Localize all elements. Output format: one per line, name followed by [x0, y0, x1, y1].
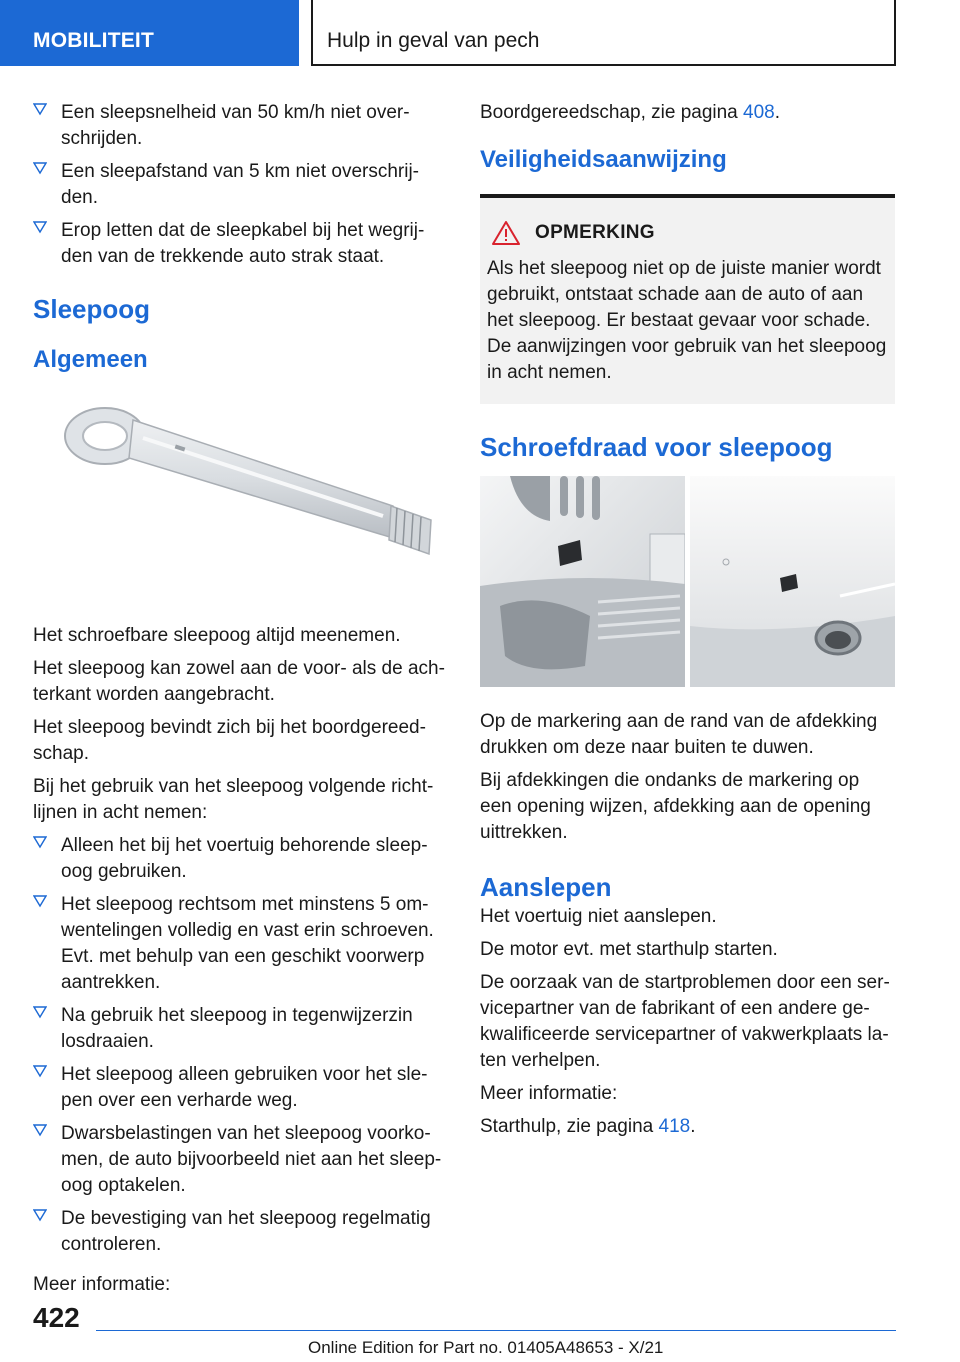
notice-box — [480, 194, 895, 404]
edition-text: Online Edition for Part no. 01405A48653 - X/21 — [308, 1338, 664, 1357]
bullet-arrow-icon — [33, 835, 47, 849]
paragraph: Het schroefbare sleepoog altijd meenemen. — [33, 625, 401, 646]
page-link-418[interactable]: 418 — [658, 1116, 691, 1137]
meer-informatie: Meer informatie: — [33, 1274, 171, 1295]
left-column — [33, 100, 448, 1305]
boordgereedschap-reference: Boordgereedschap, zie pagina 408. — [480, 102, 781, 123]
bullet-arrow-icon — [33, 102, 47, 116]
notice-title: OPMERKING — [535, 222, 655, 243]
list-item — [33, 100, 448, 152]
chapter-title: Hulp in geval van pech — [311, 0, 896, 66]
paragraph: Bij afdekkingen die ondanks de markering op een opening wijzen, afdekking aan de opening uittrekken. — [480, 770, 871, 843]
list-item-text: Een sleepafstand van 5 km niet overschrij-den. — [61, 161, 420, 208]
heading-veiligheidsaanwijzing: Veiligheidsaanwijzing — [480, 146, 727, 173]
list-item-text: Het sleepoog rechtsom met minstens 5 om-wentelingen volledig en vast erin schroeven. Evt. met behulp van een geschikt voorwerp aantrekken. — [61, 894, 434, 993]
tow-eye-illustration — [33, 398, 448, 598]
paragraph: Op de markering aan de rand van de afdekking drukken om deze naar buiten te duwen. — [480, 711, 878, 758]
paragraph: De oorzaak van de startproblemen door een ser-vicepartner van de fabrikant of een andere ge-kwalificeerde servicepartner of vakwerkplaats la-ten verhelpen. — [480, 972, 890, 1071]
list-item-text: Erop letten dat de sleepkabel bij het wegrij-den van de trekkende auto strak staat. — [61, 220, 425, 267]
page-number: 422 — [33, 1302, 80, 1333]
list-item — [33, 833, 448, 885]
notice-header — [487, 220, 887, 246]
list-item — [33, 159, 448, 211]
paragraph: Het sleepoog bevindt zich bij het boordgereed-schap. — [33, 717, 426, 764]
list-item — [33, 1121, 448, 1199]
guideline-bullet-list — [33, 833, 448, 1258]
notice-text: Als het sleepoog niet op de juiste manier wordt gebruikt, ontstaat schade aan de auto of aan het sleepoog. Er bestaat gevaar voor schade. De aanwijzingen voor gebruik van het sleepoog in acht nemen. — [487, 258, 887, 383]
bullet-arrow-icon — [33, 1123, 47, 1137]
list-item-text: Een sleepsnelheid van 50 km/h niet over-schrijden. — [61, 102, 410, 149]
list-item — [33, 1206, 448, 1258]
list-item — [33, 1062, 448, 1114]
bumper-photo — [480, 476, 895, 687]
list-item — [33, 218, 448, 270]
bullet-arrow-icon — [33, 220, 47, 234]
paragraph: Het sleepoog kan zowel aan de voor- als de ach-terkant worden aangebracht. — [33, 658, 445, 705]
paragraph: Meer informatie: — [480, 1083, 618, 1104]
paragraph: Bij het gebruik van het sleepoog volgende richt-lijnen in acht nemen: — [33, 776, 434, 823]
list-item-text: Alleen het bij het voertuig behorende sleep-oog gebruiken. — [61, 835, 428, 882]
heading-algemeen: Algemeen — [33, 346, 148, 373]
starthulp-reference: Starthulp, zie pagina 418. — [480, 1116, 696, 1137]
list-item-text: Na gebruik het sleepoog in tegenwijzerzin losdraaien. — [61, 1005, 413, 1052]
bullet-arrow-icon — [33, 161, 47, 175]
page-link-408[interactable]: 408 — [743, 102, 775, 123]
footer-divider — [96, 1330, 896, 1331]
right-column — [480, 100, 895, 1147]
paragraph: Het voertuig niet aanslepen. — [480, 906, 717, 927]
warning-triangle-icon — [491, 220, 521, 246]
list-item-text: De bevestiging van het sleepoog regelmatig controleren. — [61, 1208, 431, 1255]
bullet-arrow-icon — [33, 1064, 47, 1078]
list-item-text: Dwarsbelastingen van het sleepoog voorko-men, de auto bijvoorbeeld niet aan het sleep-oog optakelen. — [61, 1123, 442, 1196]
bullet-arrow-icon — [33, 894, 47, 908]
paragraph: De motor evt. met starthulp starten. — [480, 939, 778, 960]
list-item-text: Het sleepoog alleen gebruiken voor het sle-pen over een verharde weg. — [61, 1064, 428, 1111]
section-tab: MOBILITEIT — [0, 0, 299, 66]
heading-aanslepen: Aanslepen — [480, 872, 612, 902]
heading-sleepoog: Sleepoog — [33, 294, 151, 324]
intro-bullet-list — [33, 100, 448, 270]
bullet-arrow-icon — [33, 1208, 47, 1222]
list-item — [33, 892, 448, 996]
heading-schroefdraad: Schroefdraad voor sleepoog — [480, 432, 833, 462]
page-header — [0, 0, 960, 66]
bullet-arrow-icon — [33, 1005, 47, 1019]
list-item — [33, 1003, 448, 1055]
